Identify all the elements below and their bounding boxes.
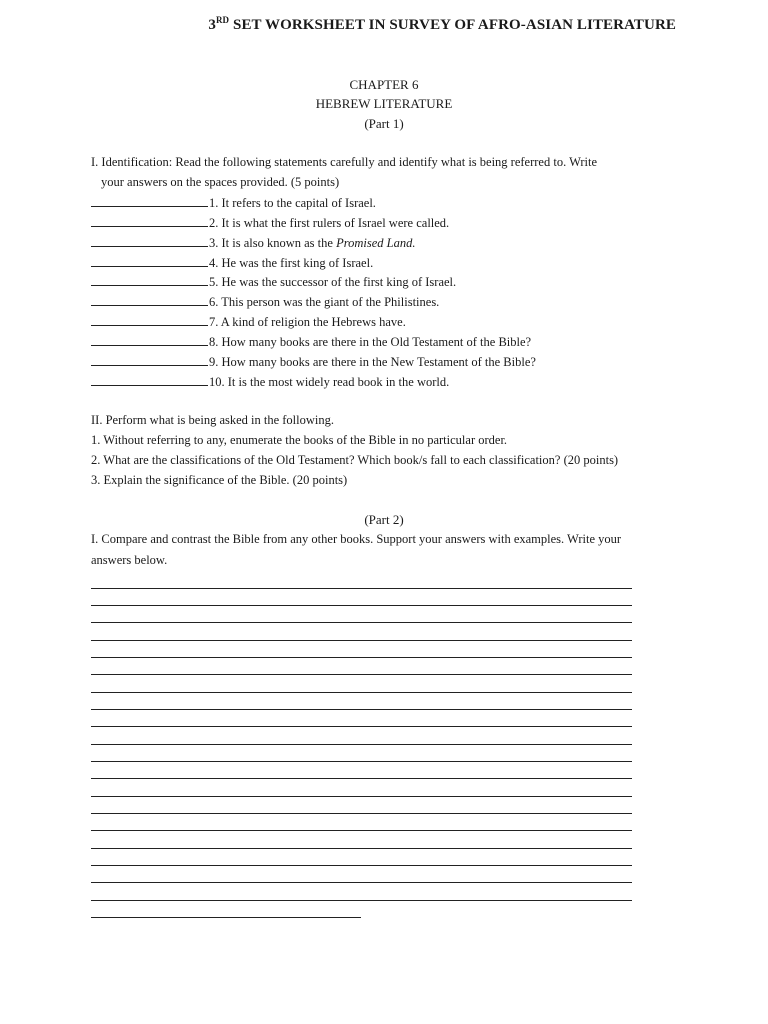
answer-line[interactable] (91, 657, 632, 658)
answer-line[interactable] (91, 588, 632, 589)
answer-line[interactable] (91, 917, 361, 918)
answer-line[interactable] (91, 813, 632, 814)
answer-line[interactable] (91, 726, 632, 727)
title-prefix: 3 (208, 17, 216, 33)
answer-line[interactable] (91, 674, 632, 675)
answer-line[interactable] (91, 605, 632, 606)
answer-blank[interactable] (91, 274, 208, 286)
identification-item (91, 195, 376, 211)
item-text: How many books are there in the New Testament of the Bible? (218, 355, 536, 369)
item-text: He was the first king of Israel. (218, 256, 374, 270)
item-text: It refers to the capital of Israel. (218, 196, 376, 210)
item-number: 9. (209, 355, 219, 369)
item-number: 6. (209, 295, 219, 309)
answer-blank[interactable] (91, 354, 208, 366)
item-number: 8. (209, 335, 219, 349)
identification-item (91, 374, 449, 390)
chapter-name: HEBREW LITERATURE (315, 96, 453, 111)
identification-item (91, 314, 406, 330)
answer-blank[interactable] (91, 374, 208, 386)
section2-item: 3. Explain the significance of the Bible. (20 points) (91, 473, 348, 487)
worksheet-title (0, 17, 768, 34)
identification-item (91, 255, 373, 271)
item-number: 5. (209, 275, 219, 289)
item-text: This person was the giant of the Philistines. (218, 295, 440, 309)
answer-line[interactable] (91, 830, 632, 831)
answer-blank[interactable] (91, 334, 208, 346)
identification-item (91, 354, 536, 370)
part2-instruction-line1: I. Compare and contrast the Bible from any other books. Support your answers with examples. Write your (91, 532, 622, 546)
answer-blank[interactable] (91, 314, 208, 326)
answer-line[interactable] (91, 692, 632, 693)
answer-line[interactable] (91, 778, 632, 779)
answer-line[interactable] (91, 900, 632, 901)
item-text: It is the most widely read book in the world. (224, 375, 450, 389)
answer-line[interactable] (91, 622, 632, 623)
item-text-after: . (412, 236, 416, 250)
item-text: He was the successor of the first king of Israel. (218, 275, 457, 289)
part2-label: (Part 2) (364, 512, 404, 527)
answer-line[interactable] (91, 709, 632, 710)
answer-line[interactable] (91, 882, 632, 883)
answer-line[interactable] (91, 744, 632, 745)
item-italic-text: Promised Land (336, 236, 413, 250)
item-number: 2. (209, 216, 219, 230)
title-superscript: RD (215, 15, 230, 25)
identification-item (91, 235, 415, 251)
item-number: 7. (209, 315, 219, 329)
answer-line[interactable] (91, 848, 632, 849)
answer-blank[interactable] (91, 255, 208, 267)
section1-instruction-line1: I. Identification: Read the following statements carefully and identify what is being referred to. Write (91, 155, 598, 169)
item-number: 3. (209, 236, 219, 250)
answer-line[interactable] (91, 865, 632, 866)
part2-instruction-line2: answers below. (91, 553, 168, 567)
section1-instruction-line2: your answers on the spaces provided. (5 points) (101, 175, 340, 189)
item-text: It is what the first rulers of Israel were called. (218, 216, 450, 230)
section2-heading: II. Perform what is being asked in the following. (91, 413, 335, 427)
item-text: How many books are there in the Old Testament of the Bible? (218, 335, 532, 349)
item-text: A kind of religion the Hebrews have. (218, 315, 406, 329)
answer-blank[interactable] (91, 235, 208, 247)
part1-label: (Part 1) (364, 116, 404, 131)
answer-line[interactable] (91, 761, 632, 762)
item-number: 4. (209, 256, 219, 270)
item-number: 1. (209, 196, 219, 210)
title-rest: SET WORKSHEET IN SURVEY OF AFRO-ASIAN LITERATURE (229, 17, 676, 33)
answer-blank[interactable] (91, 294, 208, 306)
section2-item: 2. What are the classifications of the Old Testament? Which book/s fall to each classification? (20 points) (91, 453, 619, 467)
answer-line[interactable] (91, 796, 632, 797)
answer-blank[interactable] (91, 215, 208, 227)
answer-blank[interactable] (91, 195, 208, 207)
identification-item (91, 215, 449, 231)
section2-item: 1. Without referring to any, enumerate the books of the Bible in no particular order. (91, 433, 508, 447)
identification-item (91, 334, 531, 350)
identification-item (91, 274, 456, 290)
item-text: It is also known as the (218, 236, 337, 250)
answer-line[interactable] (91, 640, 632, 641)
chapter-label: CHAPTER 6 (349, 77, 419, 92)
item-number: 10. (209, 375, 225, 389)
identification-item (91, 294, 439, 310)
